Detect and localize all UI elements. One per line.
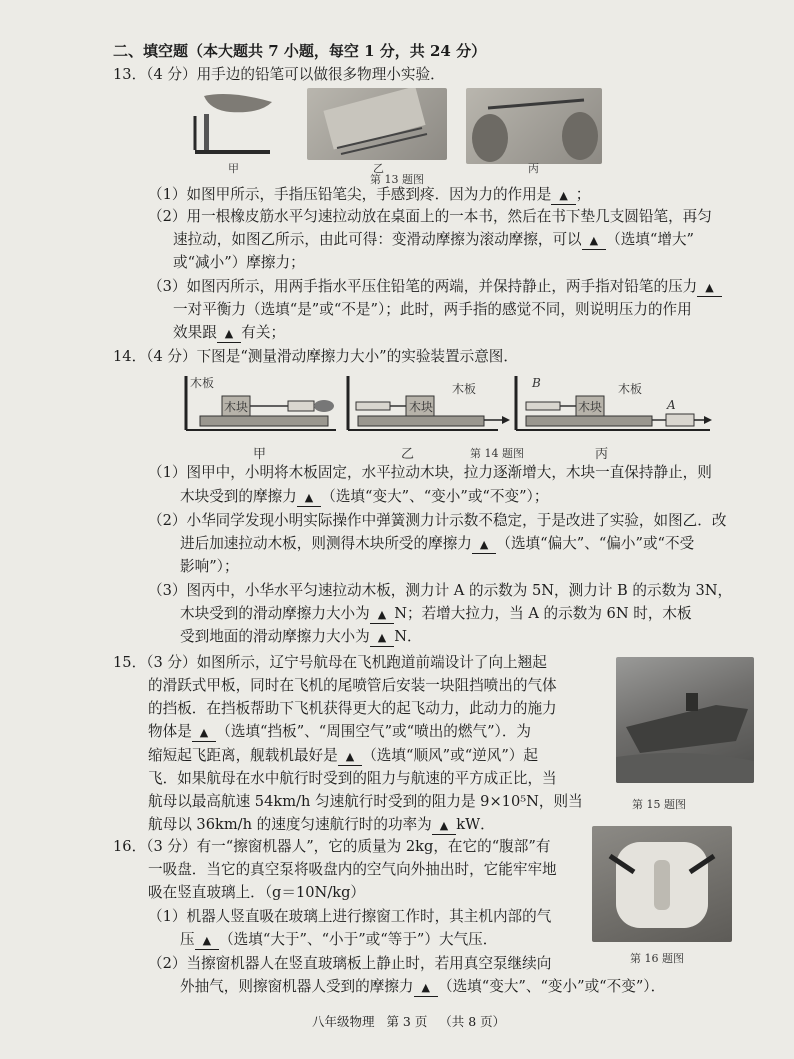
q14-label-block-jia: 木块 xyxy=(224,400,249,414)
q13-caption: 第 13 题图 xyxy=(370,173,424,186)
q14-label-block-yi: 木块 xyxy=(409,400,434,414)
q15-blank-1: ▲ xyxy=(192,725,216,742)
q13-figure-yi-photo xyxy=(307,88,447,160)
q13-blank-4: ▲ xyxy=(217,326,241,343)
q15-line1: 15．（3 分）如图所示，辽宁号航母在飞机跑道前端设计了向上翘起 xyxy=(113,654,547,671)
q14-label-board-yi: 木板 xyxy=(452,382,477,396)
q14-blank-3: ▲ xyxy=(370,607,394,624)
section-title: 二、填空题（本大题共 7 小题，每空 1 分，共 24 分） xyxy=(113,42,487,60)
q14-label-bing: 丙 xyxy=(595,447,609,462)
q14-part3-line2: 木块受到的滑动摩擦力大小为 ▲ N；若增大拉力，当 A 的示数为 6N 时，木板 xyxy=(180,605,692,622)
q14-label-b: B xyxy=(532,376,541,390)
q13-stem: 13．（4 分）用手边的铅笔可以做很多物理小实验． xyxy=(113,66,445,83)
q15-caption: 第 15 题图 xyxy=(632,798,686,811)
q15-carrier-photo xyxy=(616,657,754,783)
q15-blank-3: ▲ xyxy=(432,818,456,835)
q13-blank-2: ▲ xyxy=(582,233,606,250)
q13-figure-bing-photo xyxy=(466,88,602,164)
q14-part1-line2: 木块受到的摩擦力 ▲ （选填“变大”、“变小”或“不变”）； xyxy=(180,488,549,505)
q14-label-jia: 甲 xyxy=(253,447,267,462)
q14-blank-2: ▲ xyxy=(472,537,496,554)
q16-part2-line2: 外抽气，则擦窗机器人受到的摩擦力 ▲ （选填“变大”、“变小”或“不变”）． xyxy=(180,978,666,995)
q16-robot-photo xyxy=(592,826,732,942)
q16-part1-line1: （1）机器人竖直吸在玻璃上进行擦窗工作时，其主机内部的气 xyxy=(148,908,552,925)
q14-label-board-bing: 木板 xyxy=(618,382,643,396)
q15-line8: 航母以 36km/h 的速度匀速航行时的功率为 ▲ kW． xyxy=(148,816,495,833)
q16-blank-1: ▲ xyxy=(195,933,219,950)
q14-label-board-jia: 木板 xyxy=(190,376,215,390)
q15-line4: 物体是 ▲ （选填“挡板”、“周围空气”或“喷出的燃气”）．为 xyxy=(148,723,532,740)
q14-part2-line1: （2）小华同学发现小明实际操作中弹簧测力计示数不稳定，于是改进了实验，如图乙．改 xyxy=(148,512,727,529)
q13-part3-line1: （3）如图丙所示，用两手指水平压住铅笔的两端，并保持静止，两手指对铅笔的压力 ▲ xyxy=(148,276,722,298)
q13-blank-3: ▲ xyxy=(697,280,721,297)
q13-part2-line1: （2）用一根橡皮筋水平匀速拉动放在桌面上的一本书，然后在书下垫几支圆铅笔，再匀 xyxy=(148,208,712,225)
q15-line2: 的滑跃式甲板，同时在飞机的尾喷管后安装一块阻挡喷出的气体 xyxy=(148,677,557,694)
q14-setup-bing xyxy=(516,376,712,430)
q13-label-bing: 丙 xyxy=(528,162,539,175)
q14-stem: 14．（4 分）下图是“测量滑动摩擦力大小”的实验装置示意图． xyxy=(113,348,518,365)
q14-label-yi: 乙 xyxy=(401,447,415,462)
q13-part3-line3: 效果跟 ▲ 有关； xyxy=(173,324,286,341)
q14-part1-line1: （1）图甲中，小明将木板固定，水平拉动木块，拉力逐渐增大，木块一直保持静止，则 xyxy=(148,464,712,481)
q13-label-jia: 甲 xyxy=(228,162,239,175)
q14-part2-line3: 影响”）； xyxy=(180,558,239,575)
q16-caption: 第 16 题图 xyxy=(630,952,684,965)
q14-label-block-bing: 木块 xyxy=(578,400,603,414)
q14-caption: 第 14 题图 xyxy=(470,447,524,460)
q14-label-a: A xyxy=(667,398,676,412)
q14-blank-4: ▲ xyxy=(370,630,394,647)
q15-line7: 航母以最高航速 54km/h 匀速航行时受到的阻力是 9×10⁵N，则当 xyxy=(148,793,583,810)
q16-blank-2: ▲ xyxy=(414,980,438,997)
q14-blank-1: ▲ xyxy=(297,490,321,507)
q16-line3: 吸在竖直玻璃上．（g＝10N/kg） xyxy=(148,884,366,901)
q14-part2-line2: 进后加速拉动木板，则测得木块所受的摩擦力 ▲ （选填“偏大”、“偏小”或“不受 xyxy=(180,535,695,552)
q13-part1: （1）如图甲所示，手指压铅笔尖，手感到疼．因为力的作用是 ▲ ； xyxy=(148,186,591,203)
q13-blank-1: ▲ xyxy=(551,188,575,205)
page-footer: 八年级物理 第 3 页 （共 8 页） xyxy=(312,1014,506,1029)
q16-part2-line1: （2）当擦窗机器人在竖直玻璃板上静止时，若用真空泵继续向 xyxy=(148,955,552,972)
q15-blank-2: ▲ xyxy=(338,749,362,766)
q13-part2-line3: 或“减小”）摩擦力； xyxy=(173,254,305,271)
q15-line6: 飞．如果航母在水中航行时受到的阻力与航速的平方成正比，当 xyxy=(148,770,557,787)
q14-part3-line3: 受到地面的滑动摩擦力大小为 ▲ N． xyxy=(180,628,422,645)
q16-line2: 一吸盘．当它的真空泵将吸盘内的空气向外抽出时，它能牢牢地 xyxy=(148,861,557,878)
q16-line1: 16．（3 分）有一“擦窗机器人”，它的质量为 2kg，在它的“腹部”有 xyxy=(113,838,551,855)
q15-line3: 的挡板．在挡板帮助下飞机获得更大的起飞动力，此动力的施力 xyxy=(148,700,557,717)
q16-part1-line2: 压 ▲ （选填“大于”、“小于”或“等于”）大气压． xyxy=(180,931,498,948)
q13-part2-line2: 速拉动，如图乙所示，由此可得：变滑动摩擦为滚动摩擦，可以 ▲ （选填“增大” xyxy=(173,231,695,248)
q15-line5: 缩短起飞距离，舰载机最好是 ▲ （选填“顺风”或“逆风”）起 xyxy=(148,747,538,764)
q13-part3-line2: 一对平衡力（选填“是”或“不是”）；此时，两手指的感觉不同，则说明压力的作用 xyxy=(173,301,692,318)
q13-label-yi: 乙 xyxy=(373,162,384,175)
q14-part3-line1: （3）图丙中，小华水平匀速拉动木板，测力计 A 的示数为 5N，测力计 B 的示数为 3N， xyxy=(148,582,733,599)
q13-figure-jia xyxy=(190,92,290,160)
